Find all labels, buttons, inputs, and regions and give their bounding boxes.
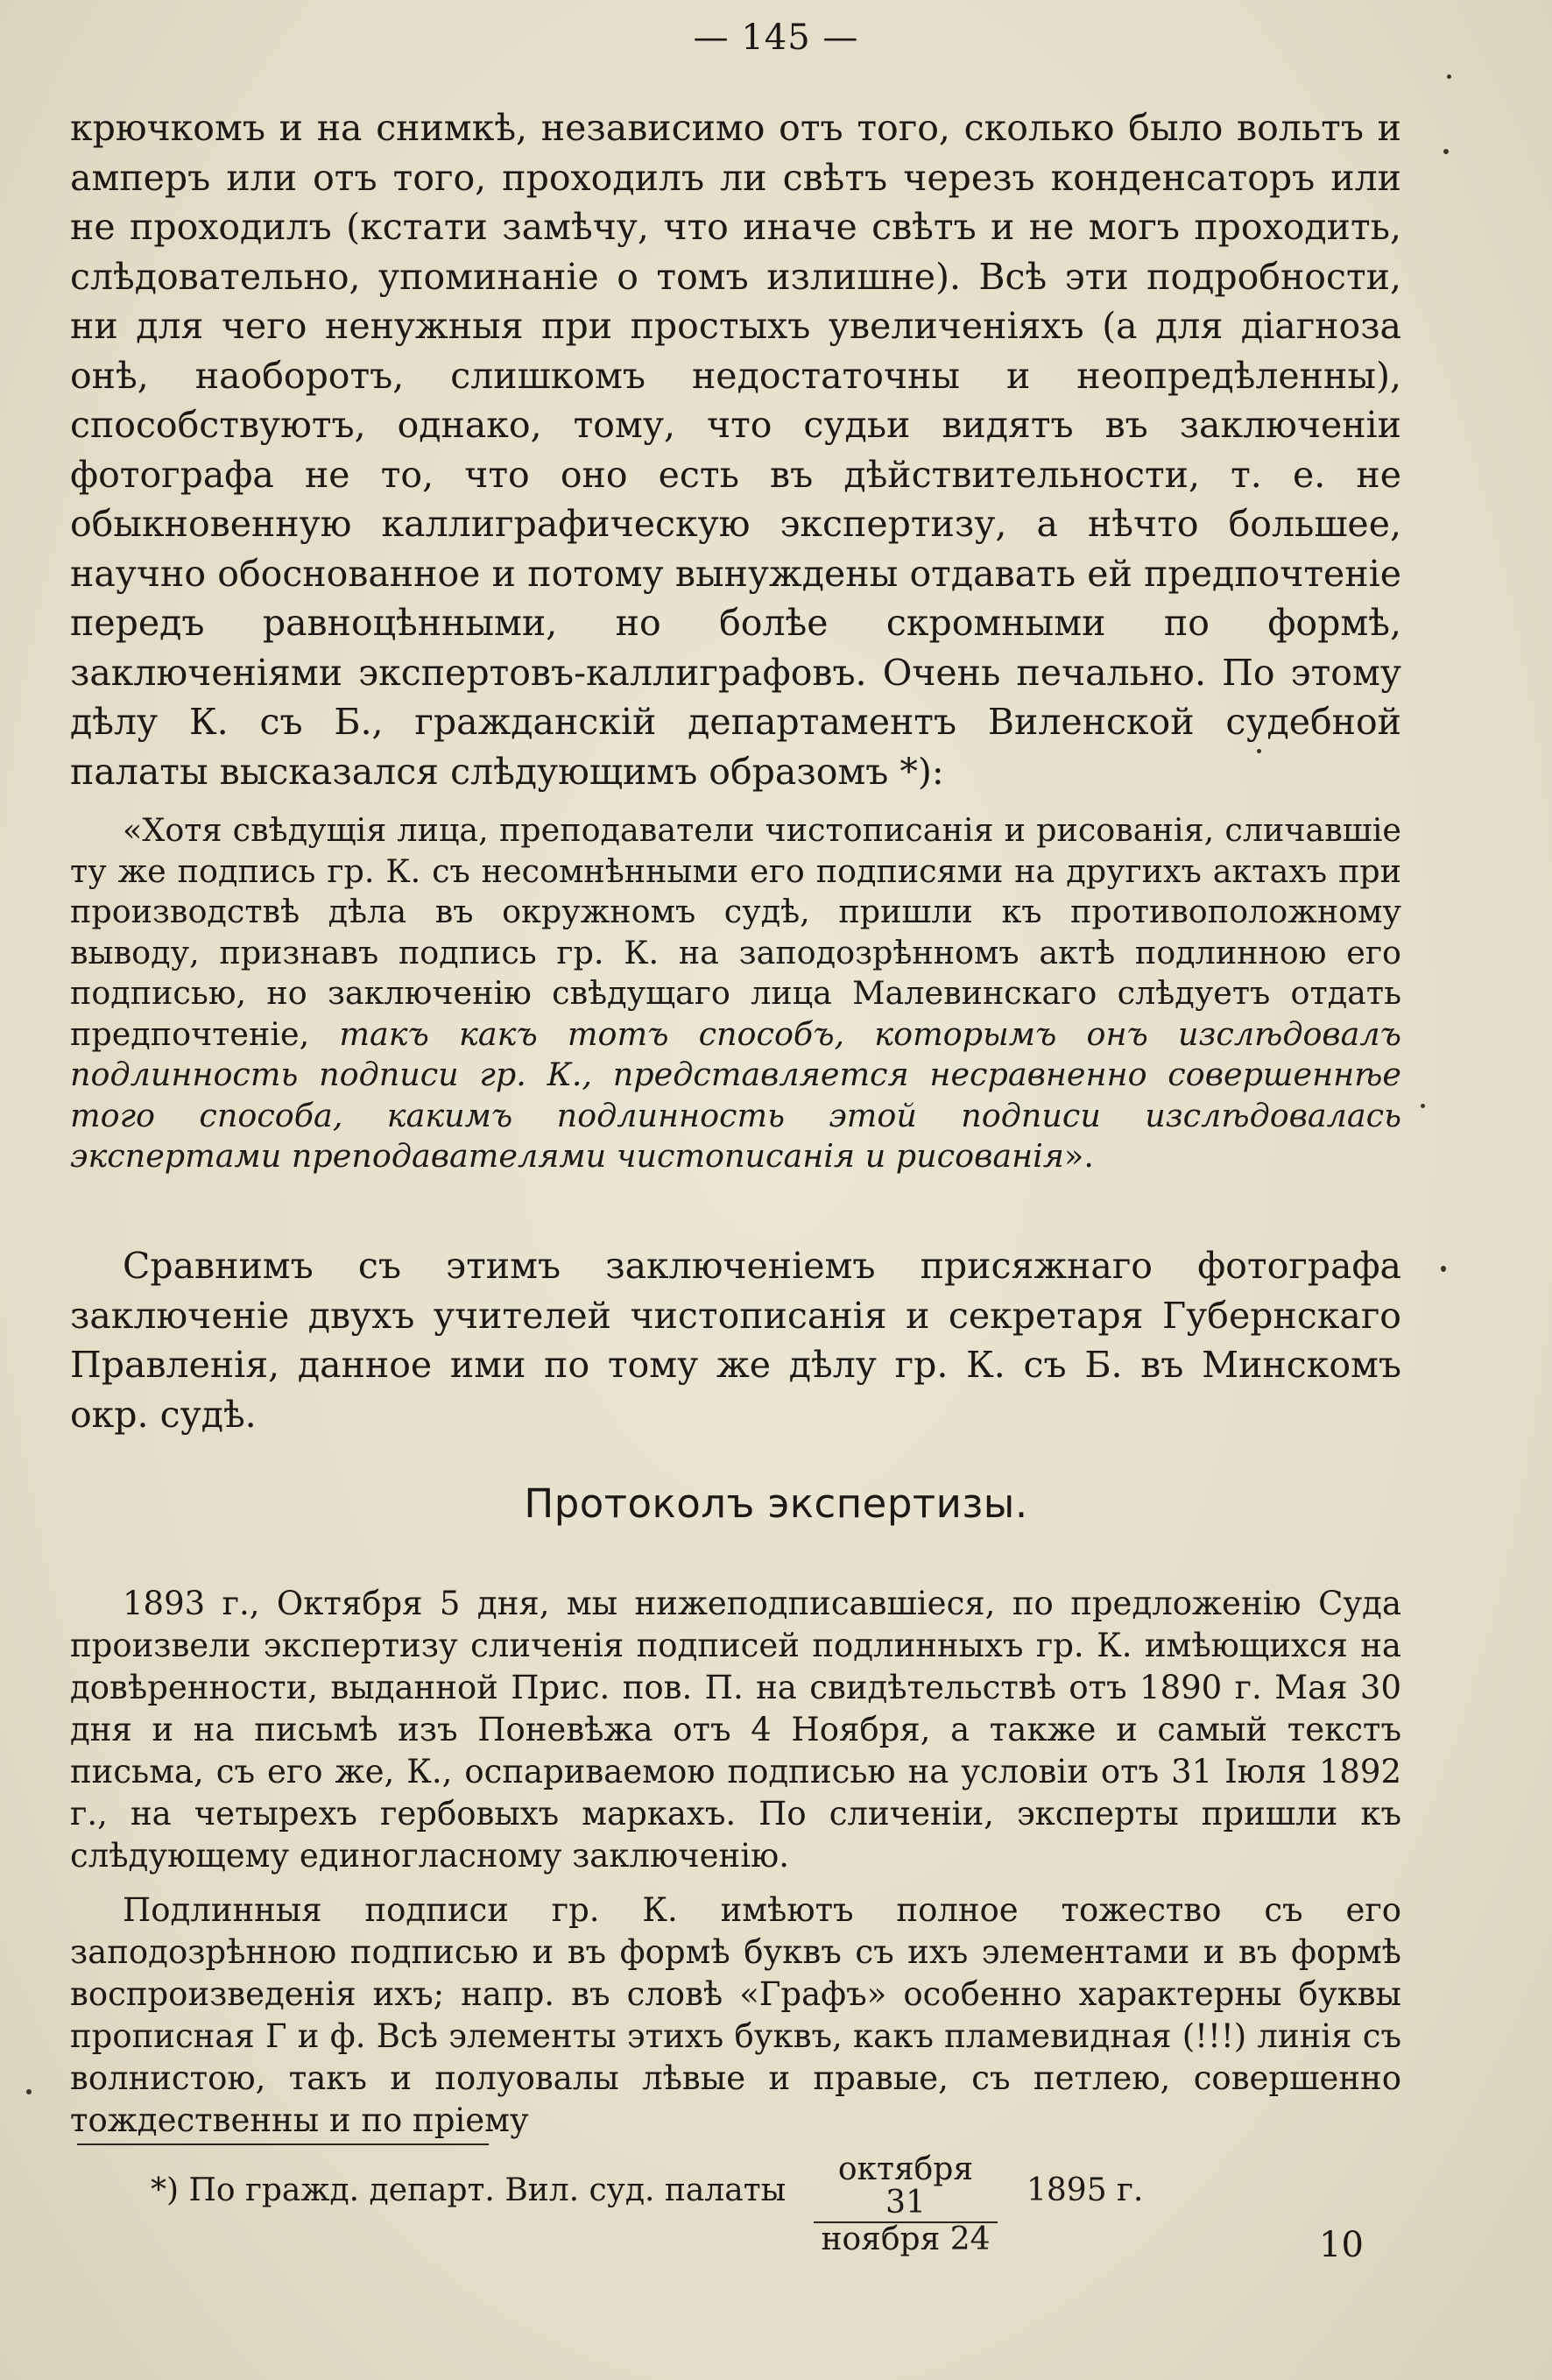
paragraph-text: Сравнимъ съ этимъ заключеніемъ присяжнаго фотографа заключеніе двухъ учителей чистописанія и секретаря Губернскаго Правленія, данное ими по тому же дѣлу гр. К. съ Б. въ Минскомъ окр. судѣ.: [70, 1245, 1401, 1436]
scan-speck: [1421, 1104, 1425, 1108]
footnote-date-fraction: [814, 2153, 998, 2256]
paragraph-photographer-critique: [70, 103, 1401, 796]
quote-closing: ».: [1063, 1137, 1094, 1175]
fraction-denominator: ноября 24: [821, 2221, 991, 2257]
quote-regular-text: «Хотя свѣдущія лица, преподаватели чистописанія и рисованія, сличавшіе ту же подпись гр. К. съ несомнѣнными его подписями на другихъ актахъ при производствѣ дѣла въ окружномъ судѣ, пришли къ противоположному выводу, признавъ подпись гр. К. на заподозрѣнномъ актѣ подлинною его подписью, но заключенію свѣдущаго лица Малевинскаго слѣдуетъ отдать предпочтеніе,: [70, 811, 1401, 1053]
scan-speck: [1443, 149, 1449, 154]
section-heading: Протоколъ экспертизы.: [524, 1480, 1028, 1527]
scan-speck: [1447, 74, 1451, 79]
signature-mark: 10: [1319, 2225, 1364, 2265]
protocol-paragraph-2: Подлинныя подписи гр. К. имѣютъ полное тожество съ его заподозрѣнною подписью и въ формѣ буквъ съ ихъ элементами и въ формѣ воспроизведенія ихъ; напр. въ словѣ «Графъ» особенно характерны буквы прописная Г и ф. Всѣ элементы этихъ буквъ, какъ пламевидная (!!!) линія съ волнистою, такъ и полуовалы лѣвые и правые, съ петлею, совершенно тождественны и по пріему: [70, 1891, 1401, 2139]
scan-speck: [1257, 749, 1261, 753]
fraction-numerator: октября 31: [814, 2153, 998, 2223]
scan-speck: [26, 2089, 32, 2094]
footnote-divider: [77, 2143, 489, 2145]
page-number: — 145 —: [693, 18, 859, 58]
footnote-year: 1895 г.: [1026, 2172, 1144, 2208]
paragraph-text: крючкомъ и на снимкѣ, независимо отъ того, сколько было вольтъ и амперъ или отъ того, проходилъ ли свѣтъ черезъ конденсаторъ или не проходилъ (кстати замѣчу, что иначе свѣтъ и не могъ проходить, слѣдовательно, упоминаніе о томъ излишне). Всѣ эти подробности, ни для чего ненужныя при простыхъ увеличеніяхъ (а для діагноза онѣ, наоборотъ, слишкомъ недостаточны и неопредѣленны), способствуютъ, однако, тому, что судьи видятъ въ заключеніи фотографа не то, что оно есть въ дѣйствительности, т. е. не обыкновенную каллиграфическую экспертизу, а нѣчто большее, научно обоснованное и потому вынуждены отдавать ей предпочтеніе передъ равноцѣнными, но болѣе скромными по формѣ, заключеніями экспертовъ-каллиграфовъ. Очень печально. По этому дѣлу К. съ Б., гражданскій департаментъ Виленской судебной палаты высказался слѣдующимъ образомъ *):: [70, 107, 1401, 793]
paragraph-comparison: [70, 1241, 1401, 1439]
footnote-text: *) По гражд. департ. Вил. суд. палаты: [151, 2172, 787, 2208]
quote-italic-text: такъ какъ тотъ способъ, которымъ онъ изслѣдовалъ подлинность подписи гр. К., представляется несравненно совершеннѣе того способа, какимъ подлинность этой подписи изслѣдовалась экспертами преподавателями чистописанія и рисованія: [70, 1014, 1401, 1175]
court-quote: [70, 810, 1401, 1177]
footnote: [151, 2151, 1289, 2257]
protocol-paragraph-1: 1893 г., Октября 5 дня, мы нижеподписавшіеся, по предложенію Суда произвели экспертизу сличенія подписей подлинныхъ гр. К. имѣющихся на довѣренности, выданной Прис. пов. П. на свидѣтельствѣ отъ 1890 г. Мая 30 дня и на письмѣ изъ Поневѣжа отъ 4 Ноября, а также и самый текстъ письма, съ его же, К., оспариваемою подписью на условіи отъ 31 Іюля 1892 г., на четырехъ гербовыхъ маркахъ. По сличеніи, эксперты пришли къ слѣдующему единогласному заключенію.: [70, 1585, 1401, 1875]
quote-paragraph: [70, 810, 1401, 1177]
protocol-body: [70, 1583, 1401, 2142]
scan-speck: [1441, 1266, 1446, 1272]
